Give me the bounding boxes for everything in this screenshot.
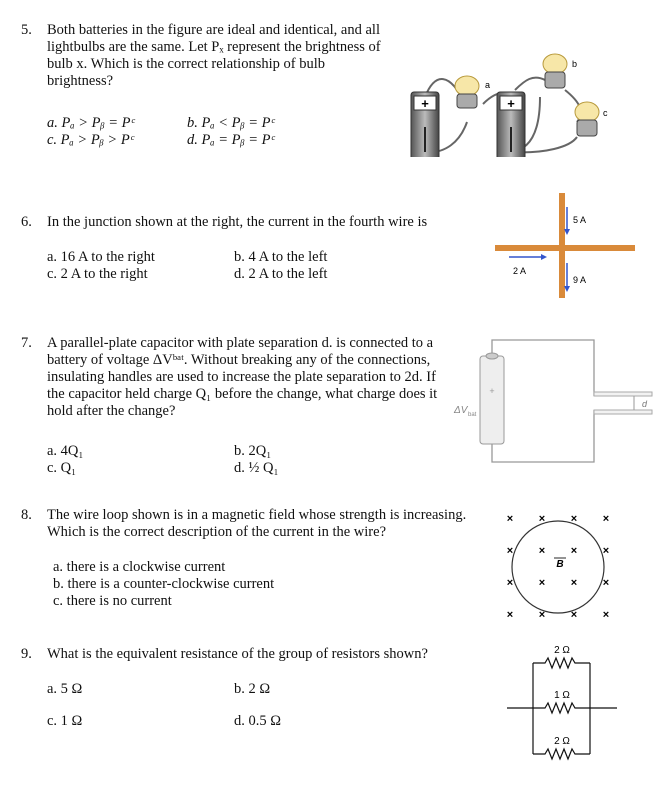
field-x: × [602, 545, 610, 557]
junction-figure [495, 193, 635, 303]
battery-bulb-circuit-figure [405, 42, 645, 157]
option-c[interactable]: c. Pₐ > Pᵦ > Pᶜ [47, 132, 134, 148]
resistor-label: 1 Ω [554, 690, 570, 701]
current-label-left: 2 A [513, 266, 527, 276]
field-x: × [538, 545, 546, 557]
option-c[interactable]: c. 1 Ω [47, 713, 83, 729]
option-b[interactable]: b. 4 A to the left [234, 249, 328, 265]
question-number: 9. [21, 646, 32, 662]
question-stem-line: Both batteries in the figure are ideal and identical, and all [47, 22, 380, 38]
option-d[interactable]: d. 0.5 Ω [234, 713, 282, 729]
question-number: 6. [21, 214, 32, 230]
option-c[interactable]: c. there is no current [53, 593, 172, 609]
question-stem-line: lightbulbs are the same. Let Pₓ represent the brightness of [47, 39, 381, 55]
question-number: 5. [21, 22, 32, 38]
field-x: × [538, 513, 546, 525]
option-d[interactable]: d. Pₐ = Pᵦ = Pᶜ [187, 132, 275, 148]
option-a[interactable]: a. 4Q₁ [47, 443, 84, 459]
question-stem-line: Which is the correct description of the current in the wire? [47, 524, 387, 540]
battery-voltage-subscript: bat [468, 412, 477, 418]
magnetic-field-loop-figure [498, 505, 623, 625]
question-stem-line: A parallel-plate capacitor with plate separation d. is connected to a [47, 335, 434, 351]
question-number: 7. [21, 335, 32, 351]
option-b[interactable]: b. 2Q₁ [234, 443, 272, 459]
field-x: × [570, 577, 578, 589]
battery-voltage-label: ΔV [454, 405, 468, 416]
option-b[interactable]: b. 2 Ω [234, 681, 271, 697]
bulb-label: b [572, 59, 578, 69]
question-stem-line: In the junction shown at the right, the current in the fourth wire is [47, 214, 428, 230]
question-stem-line: the capacitor held charge Q₁ before the change, what charge does it [47, 386, 438, 402]
question-stem-line: What is the equivalent resistance of the group of resistors shown? [47, 646, 428, 662]
field-x: × [602, 577, 610, 589]
question-stem-line: battery of voltage ΔVᵇᵃᵗ. Without breaking any of the connections, [47, 352, 431, 368]
field-vector-label: B [556, 559, 564, 570]
bulb-label: c [603, 108, 608, 118]
question-stem-line: The wire loop shown is in a magnetic field whose strength is increasing. [47, 507, 467, 523]
field-x: × [506, 545, 514, 557]
option-a[interactable]: a. there is a clockwise current [53, 559, 226, 575]
field-x: × [570, 545, 578, 557]
field-x: × [506, 513, 514, 525]
lightbulb-c [575, 102, 608, 136]
question-stem-line: bulb x. Which is the correct relationship of bulb [47, 56, 325, 72]
resistor-network-figure [505, 636, 620, 776]
option-c[interactable]: c. 2 A to the right [47, 266, 148, 282]
capacitor-plate-bottom [594, 410, 652, 414]
resistor-bottom [533, 736, 590, 759]
current-label-bottom: 9 A [573, 275, 587, 285]
terminal-label: + [507, 96, 515, 111]
option-a[interactable]: a. 5 Ω [47, 681, 83, 697]
capacitor-plate-top [594, 392, 652, 396]
capacitor-circuit-figure [452, 330, 657, 470]
question-number: 8. [21, 507, 32, 523]
horizontal-wire [495, 245, 635, 251]
option-d[interactable]: d. ½ Q₁ [234, 460, 279, 476]
resistor-top [533, 645, 590, 668]
option-a[interactable]: a. 16 A to the right [47, 249, 155, 265]
battery [480, 353, 504, 444]
battery-1 [411, 92, 439, 157]
option-c[interactable]: c. Q₁ [47, 460, 77, 476]
field-x: × [538, 609, 546, 621]
field-x: × [538, 577, 546, 589]
terminal-label: + [421, 96, 429, 111]
gap-label: d [642, 399, 648, 409]
option-b[interactable]: b. Pₐ < Pᵦ = Pᶜ [187, 115, 275, 131]
field-x: × [506, 577, 514, 589]
resistor-middle [533, 690, 590, 713]
resistor-label: 2 Ω [554, 645, 570, 656]
lightbulb-b [543, 54, 577, 88]
option-a[interactable]: a. Pₐ > Pᵦ = Pᶜ [47, 115, 135, 131]
bulb-label: a [485, 80, 491, 90]
field-x: × [570, 513, 578, 525]
question-stem-line: insulating handles are used to increase the plate separation to 2d. If [47, 369, 436, 385]
question-stem-line: hold after the change? [47, 403, 176, 419]
option-d[interactable]: d. 2 A to the left [234, 266, 328, 282]
resistor-label: 2 Ω [554, 736, 570, 747]
question-stem-line: brightness? [47, 73, 114, 89]
battery-2 [497, 92, 525, 157]
field-x: × [602, 513, 610, 525]
current-label-top: 5 A [573, 215, 587, 225]
field-x: × [506, 609, 514, 621]
field-x: × [602, 609, 610, 621]
option-b[interactable]: b. there is a counter-clockwise current [53, 576, 275, 592]
terminal-label: + [489, 386, 495, 396]
field-x: × [570, 609, 578, 621]
